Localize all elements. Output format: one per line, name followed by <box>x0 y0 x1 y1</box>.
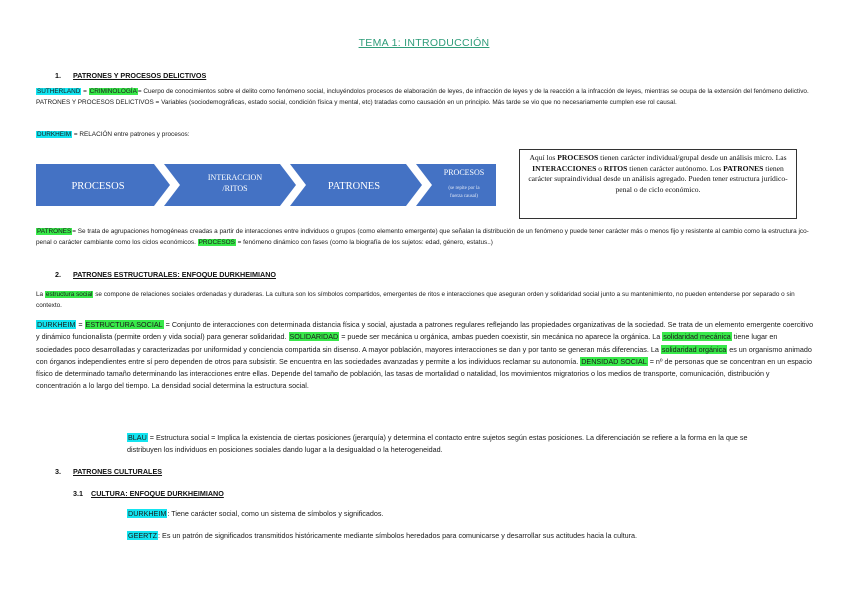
text-run: = Conjunto de interacciones con determinada distancia física y social, ajustada a patrones regulares reflejando las propiedades organizativas de la sociedad. Se trata de un elemento emergente coercitivo y dinámico funcionalista (permite orden y vida social) para generar solidaridad. <box>36 320 814 342</box>
sec3-paragraph-geertz <box>127 530 752 542</box>
sec2-paragraph-estructura <box>36 289 814 311</box>
text-run: tienen carácter supraindividual desde un análisis agregado. Pueden tener estructura jurídico-penal o de ciclo económico. <box>528 163 788 194</box>
highlight-term: solidaridad mecánica <box>663 332 731 342</box>
highlight-term: BLAU <box>128 433 147 442</box>
section-number: 1. <box>55 71 61 80</box>
highlight-term: PATRONES <box>37 228 72 235</box>
text-run: = Se trata de agrupaciones homogéneas creadas a partir de interacciones entre individuos o grupos (como elemento emergente) que señalan la distribución de un fenómeno y puede tener carácter más o menos fijo y resistente al cambio como la estructura jco-penal o carácter cambiante como los ciclos económicos. <box>36 228 809 247</box>
text-run: = puede ser mecánica u orgánica, ambas pueden coexistir, sin mecánica no aparece la orgánica. La <box>339 332 663 342</box>
subsection-title: CULTURA: ENFOQUE DURKHEIMIANO <box>91 489 224 498</box>
sec2-paragraph-durkheim <box>36 319 814 393</box>
bold-term: RITOS <box>603 163 628 173</box>
document-title: TEMA 1: INTRODUCCIÓN <box>358 37 490 49</box>
section-3-heading <box>55 467 162 476</box>
text-run: = nº de personas que se concentran en un espacio físico de determinado tamaño determinando las interacciones entre ellas. Depende del tamaño de población, las tasas de mortalidad o natalidad, los movimientos migratorios o los medios de transporte, comunicación, distribución y concentración a lo largo del tiempo. La densidad social determina la estructura social. <box>36 356 812 391</box>
flow-step-4-label: PROCESOS <box>443 168 485 177</box>
bold-term: INTERACCIONES <box>532 163 597 173</box>
flow-step-2-label-line1: INTERACCION <box>207 173 263 182</box>
highlight-term: SUTHERLAND <box>37 88 81 95</box>
text-run: = <box>81 88 89 95</box>
text-run: se compone de relaciones sociales ordenadas y duraderas. La cultura son los símbolos compartidos, emergentes de ritos e interacciones que aseguran orden y solidaridad social junto a su mantenimiento, no pueden entenderse por separado o sin contexto. <box>36 291 795 310</box>
section-number: 2. <box>55 270 61 279</box>
highlight-term: DURKHEIM <box>37 320 76 329</box>
highlight-term: DURKHEIM <box>37 131 72 138</box>
sec1-paragraph-sutherland <box>36 86 814 108</box>
section-1-heading <box>55 71 206 80</box>
highlight-term: GEERTZ <box>128 531 158 540</box>
flow-step-1-label: PROCESOS <box>71 181 125 192</box>
section-title: PATRONES ESTRUCTURALES: ENFOQUE DURKHEIMIANO <box>73 270 276 279</box>
sec2-paragraph-blau <box>127 432 752 457</box>
highlight-term: ESTRUCTURA SOCIAL <box>85 320 163 329</box>
text-run: es un organismo animado con órganos independientes entre sí pero dependen de otros para subsistir. Se encuentra en las sociedades avanzadas y permite a los individuos reclamar su autonomía. <box>36 344 812 366</box>
process-flow-diagram <box>36 164 496 206</box>
text-run: = fenómeno dinámico con fases (como la biografía de los sujetos: edad, género, estatus..) <box>235 239 493 247</box>
highlight-term: estructura social <box>45 291 93 298</box>
highlight-term: solidaridad orgánica <box>661 344 727 354</box>
text-run: = Estructura social = Implica la existencia de ciertas posiciones (jerarquía) y determina el contacto entre sujetos según estas posiciones. La diferenciación se refiere a la forma en la que se distribuyen los individuos en posiciones sociales dando lugar a la desigualdad o la heterogeneidad. <box>127 433 748 455</box>
text-run: tienen carácter autónomo. Los <box>627 163 724 173</box>
highlight-term: CRIMINOLOGÍA <box>89 88 137 95</box>
sec3-paragraph-durkheim <box>127 508 752 520</box>
subsection-number: 3.1 <box>73 489 83 498</box>
text-run: Aquí los <box>529 153 558 162</box>
flow-step-3-label: PATRONES <box>327 181 381 192</box>
section-title: PATRONES Y PROCESOS DELICTIVOS <box>73 71 207 80</box>
flow-svg <box>36 164 496 206</box>
text-run: = Cuerpo de conocimientos sobre el delito como fenómeno social, incluyéndolos procesos de elaboración de leyes, de infracción de leyes y de la reacción a la infracción de leyes, mientras se ocupa de la extensión del fenómeno delictivo. PATRONES Y PROCESOS DELICTIVOS = Variables (sociodemográficas, estado social, condición física y mental, etc) tratadas como causación en un principio. Más tarde se vio que no necesariamente cumplen ese rol causal. <box>36 88 809 107</box>
text-run: La <box>36 291 45 298</box>
section-2-heading <box>55 270 276 279</box>
highlight-term: DENSIDAD SOCIAL <box>581 356 647 366</box>
text-run: o <box>596 163 604 173</box>
sec1-paragraph-patrones <box>36 226 814 248</box>
text-run: tienen carácter individual/grupal desde un análisis micro. Las <box>598 153 787 162</box>
section-number: 3. <box>55 467 61 476</box>
subsection-3-1-heading <box>73 489 224 498</box>
text-run: = <box>76 320 85 329</box>
bold-term: PATRONES <box>723 163 764 173</box>
flow-step-4-note-line2: fuerza causal) <box>450 194 478 199</box>
text-run: tiene lugar en sociedades poco desarrolladas y caracterizadas por uniformidad y conciencia compartida sin disenso. A mayor población, mayores interacciones se dan y por tanto se generan más diferencias. La <box>36 332 778 354</box>
bold-term: PROCESOS <box>557 153 599 162</box>
highlight-term: PROCESOS <box>198 239 235 247</box>
highlight-term: DURKHEIM <box>128 509 167 518</box>
highlight-term: SOLIDARIDAD <box>289 332 339 342</box>
section-title: PATRONES CULTURALES <box>73 467 163 476</box>
sec1-paragraph-durkheim <box>36 129 736 140</box>
text-run: : Tiene carácter social, como un sistema de símbolos y significados. <box>167 509 384 518</box>
explanation-box <box>519 149 797 219</box>
text-run: = RELACIÓN entre patrones y procesos: <box>72 131 190 138</box>
text-run: : Es un patrón de significados transmitidos históricamente mediante símbolos heredados para comunicarse y desarrollar sus actitudes hacia la cultura. <box>158 531 638 540</box>
flow-step-2-label-line2: /RITOS <box>222 184 248 193</box>
flow-step-4-note-line1: (se repite por la <box>448 186 480 191</box>
